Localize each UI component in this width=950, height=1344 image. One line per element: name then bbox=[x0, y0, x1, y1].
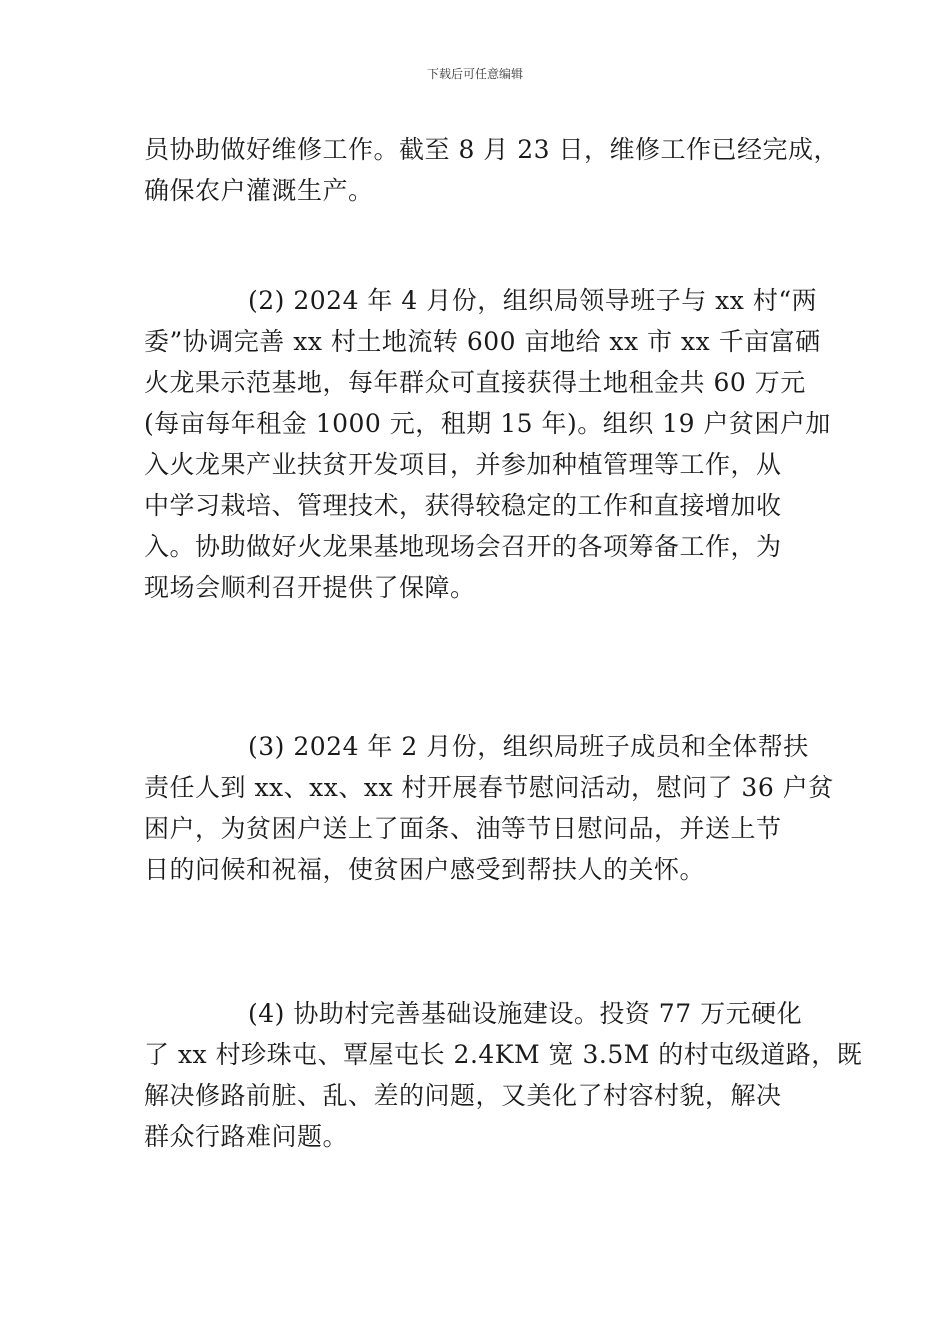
paragraph-line: (4) 协助村完善基础设施建设。投资 77 万元硬化 bbox=[248, 999, 803, 1028]
paragraph-line: (每亩每年租金 1000 元，租期 15 年)。组织 19 户贫困户加 bbox=[144, 409, 831, 438]
paragraph-line: 了 xx 村珍珠屯、覃屋屯长 2.4KM 宽 3.5M 的村屯级道路，既 bbox=[144, 1040, 863, 1069]
paragraph-line: 日的问候和祝福，使贫困户感受到帮扶人的关怀。 bbox=[144, 855, 706, 884]
paragraph-line: 委”协调完善 xx 村土地流转 600 亩地给 xx 市 xx 千亩富硒 bbox=[144, 327, 821, 356]
paragraph-1 bbox=[144, 129, 840, 211]
paragraph-line: 困户，为贫困户送上了面条、油等节日慰问品，并送上节 bbox=[144, 814, 782, 843]
paragraph-line: (2) 2024 年 4 月份，组织局领导班子与 xx 村“两 bbox=[248, 286, 818, 315]
paragraph-line: 责任人到 xx、xx、xx 村开展春节慰问活动，慰问了 36 户贫 bbox=[144, 773, 834, 802]
paragraph-3 bbox=[144, 726, 834, 890]
paragraph-line: 入。协助做好火龙果基地现场会召开的各项筹备工作，为 bbox=[144, 532, 782, 561]
paragraph-4 bbox=[144, 993, 863, 1157]
paragraph-line: 群众行路难问题。 bbox=[144, 1122, 349, 1151]
paragraph-2 bbox=[144, 280, 831, 608]
paragraph-line: 火龙果示范基地，每年群众可直接获得土地租金共 60 万元 bbox=[144, 368, 806, 397]
paragraph-line: 现场会顺利召开提供了保障。 bbox=[144, 573, 476, 602]
paragraph-line: (3) 2024 年 2 月份，组织局班子成员和全体帮扶 bbox=[248, 732, 809, 761]
paragraph-line: 入火龙果产业扶贫开发项目，并参加种植管理等工作，从 bbox=[144, 450, 782, 479]
paragraph-line: 解决修路前脏、乱、差的问题，又美化了村容村貌，解决 bbox=[144, 1081, 782, 1110]
paragraph-line: 员协助做好维修工作。截至 8 月 23 日，维修工作已经完成， bbox=[144, 135, 840, 164]
paragraph-line: 中学习栽培、管理技术，获得较稳定的工作和直接增加收 bbox=[144, 491, 782, 520]
paragraph-line: 确保农户灌溉生产。 bbox=[144, 176, 374, 205]
page-header: 下载后可任意编辑 bbox=[426, 67, 523, 81]
